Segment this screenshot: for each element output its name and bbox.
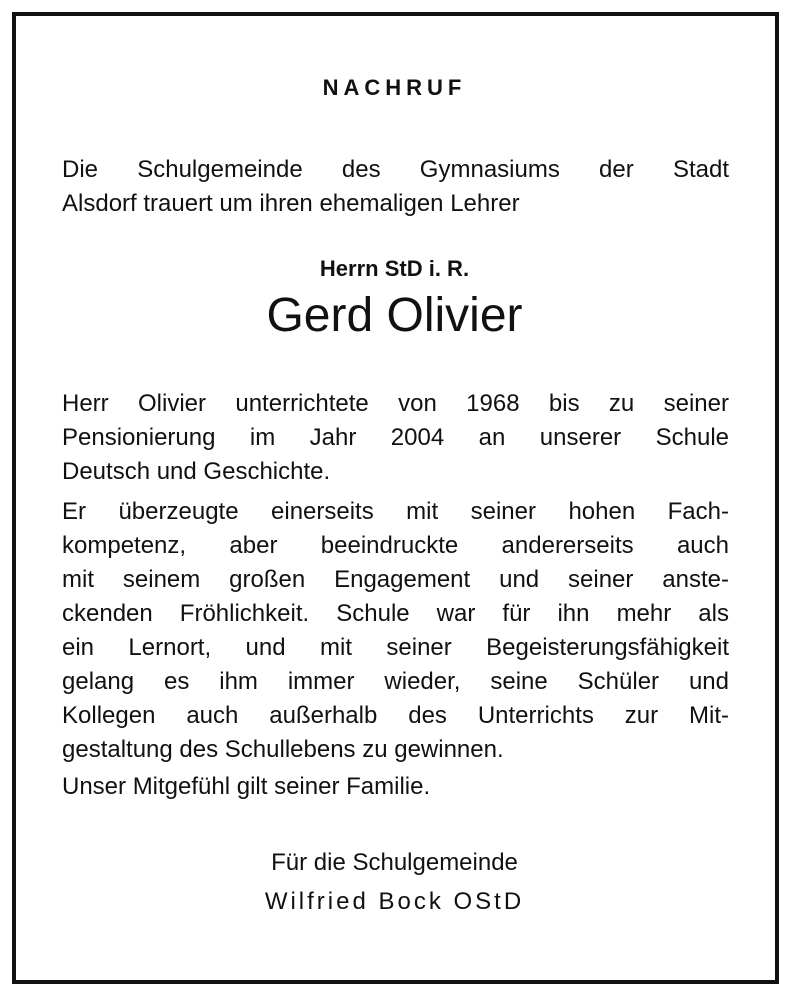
tribute-line: gestaltung des Schullebens zu gewinnen. [62, 736, 504, 763]
tribute-line: ckenden Fröhlichkeit. Schule war für ihn mehr als [62, 600, 729, 627]
signature-intro: Für die Schulgemeinde [271, 849, 518, 876]
tribute-line: kompetenz, aber beeindruckte andererseits auch [62, 532, 729, 559]
tribute-line: Er überzeugte einerseits mit seiner hohen Fach- [62, 498, 729, 525]
tribute-paragraph [62, 495, 729, 767]
honorific-title: Herrn StD i. R. [319, 256, 470, 281]
tribute-line: ein Lernort, und mit seiner Begeisterungsfähigkeit [62, 634, 729, 661]
notice-heading: NACHRUF [322, 75, 467, 100]
intro-paragraph [62, 153, 729, 221]
tribute-line: Kollegen auch außerhalb des Unterrichts zur Mit- [62, 702, 729, 729]
biography-line: Pensionierung im Jahr 2004 an unserer Schule [62, 424, 729, 451]
intro-line: Alsdorf trauert um ihren ehemaligen Lehrer [62, 190, 520, 217]
intro-line: Die Schulgemeinde des Gymnasiums der Stadt [62, 156, 729, 183]
biography-line: Deutsch und Geschichte. [62, 458, 331, 485]
deceased-name: Gerd Olivier [266, 289, 523, 342]
biography-paragraph [62, 387, 729, 489]
condolence-line: Unser Mitgefühl gilt seiner Familie. [62, 773, 431, 800]
tribute-line: mit seinem großen Engagement und seiner anste- [62, 566, 729, 593]
tribute-line: gelang es ihm immer wieder, seine Schüler und [62, 668, 729, 695]
signature-name: Wilfried Bock OStD [264, 888, 525, 915]
biography-line: Herr Olivier unterrichtete von 1968 bis zu seiner [62, 390, 729, 417]
condolence-paragraph [62, 770, 729, 804]
